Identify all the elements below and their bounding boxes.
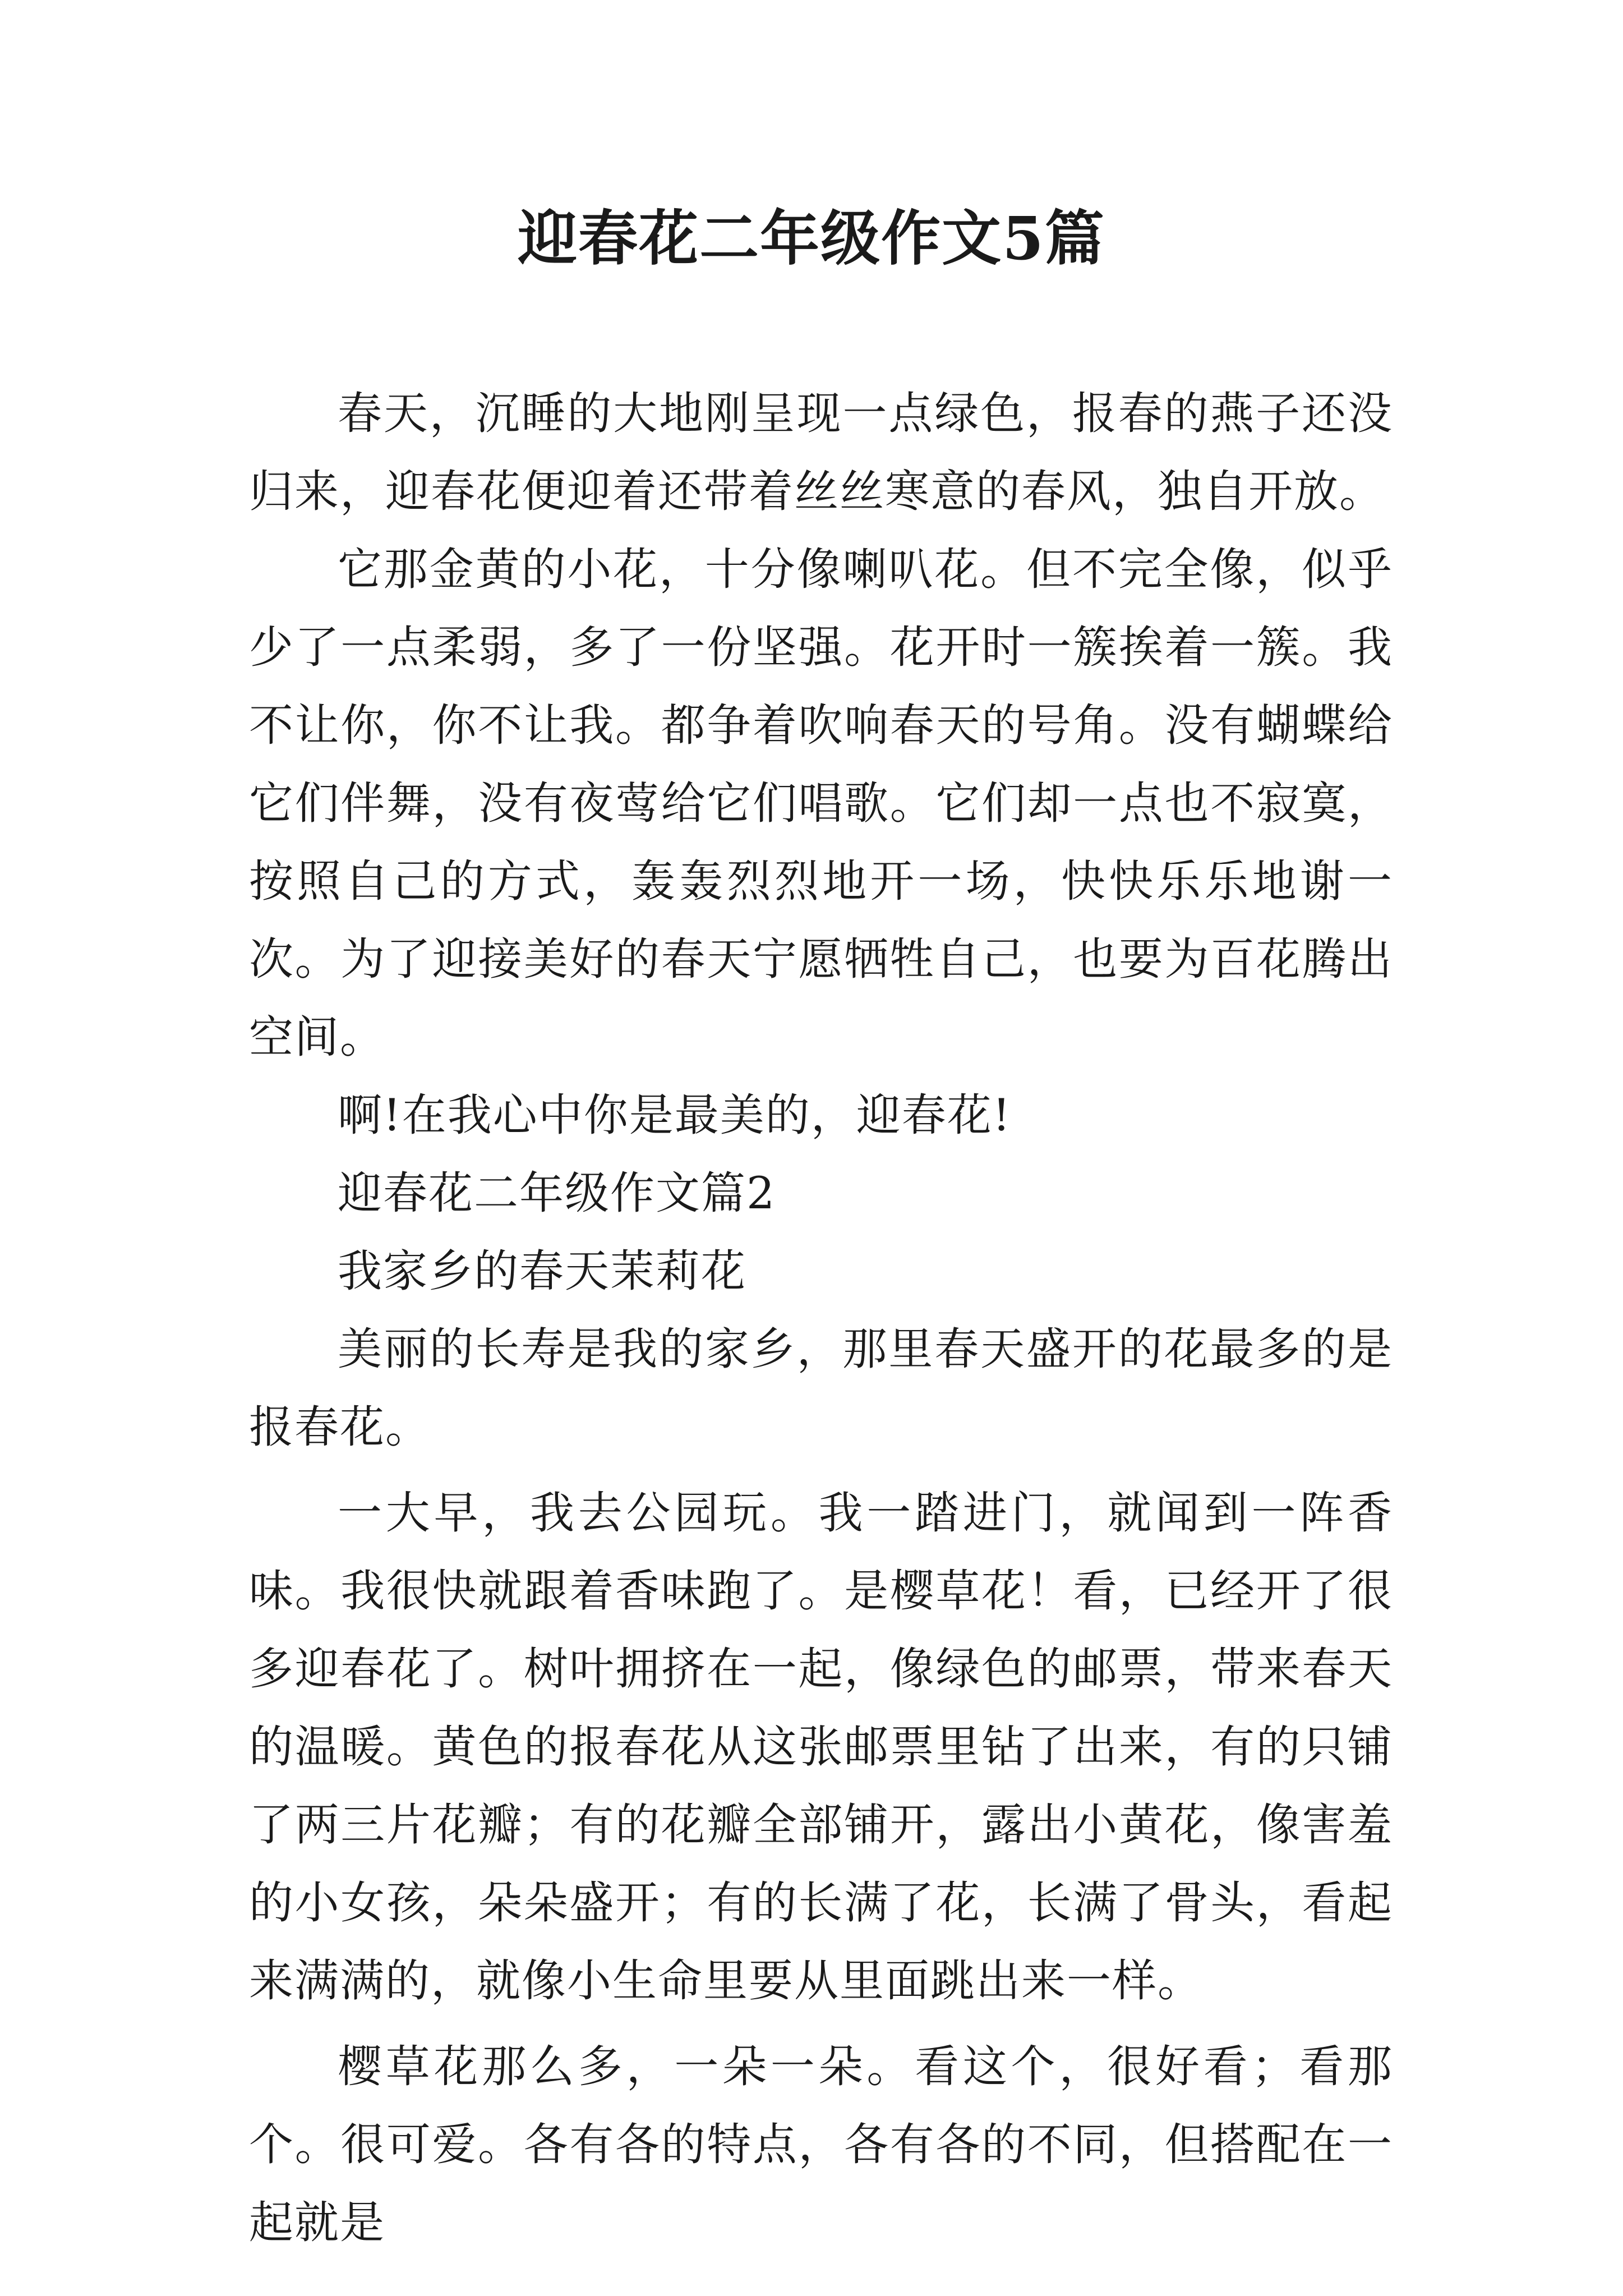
paragraph-2: 它那金黄的小花，十分像喇叭花。但不完全像，似乎少了一点柔弱，多了一份坚强。花开时一簇挨着一簇。我不让你，你不让我。都争着吹响春天的号角。没有蝴蝶给它们伴舞，没有夜莺给它们唱歌。它们却一点也不寂寞，按照自己的方式，轰轰烈烈地开一场，快快乐乐地谢一次。为了迎接美好的春天宁愿牺牲自己，也要为百花腾出空间。 (249, 544, 1393, 1063)
paragraph-6: 樱草花那么多，一朵一朵。看这个，很好看；看那个。很可爱。各有各的特点，各有各的不同，但搭配在一起就是 (249, 2041, 1393, 2248)
paragraph-4: 美丽的长寿是我的家乡，那里春天盛开的花最多的是报春花。 (249, 1323, 1393, 1453)
essay-subtitle: 我家乡的春天茉莉花 (338, 1245, 746, 1297)
paragraph-3: 啊!在我心中你是最美的，迎春花! (338, 1089, 1012, 1141)
section-heading-2: 迎春花二年级作文篇2 (338, 1167, 776, 1219)
paragraph-5: 一大早，我去公园玩。我一踏进门，就闻到一阵香味。我很快就跟着香味跑了。是樱草花！看，已经开了很多迎春花了。树叶拥挤在一起，像绿色的邮票，带来春天的温暖。黄色的报春花从这张邮票里钻了出来，有的只铺了两三片花瓣；有的花瓣全部铺开，露出小黄花，像害羞的小女孩，朵朵盛开；有的长满了花，长满了骨头，看起来满满的，就像小生命里要从里面跳出来一样。 (249, 1487, 1393, 2007)
paragraph-1: 春天，沉睡的大地刚呈现一点绿色，报春的燕子还没归来，迎春花便迎着还带着丝丝寒意的春风，独自开放。 (249, 388, 1393, 517)
document-title: 迎春花二年级作文5篇 (518, 203, 1105, 273)
document-body (249, 375, 1393, 2262)
